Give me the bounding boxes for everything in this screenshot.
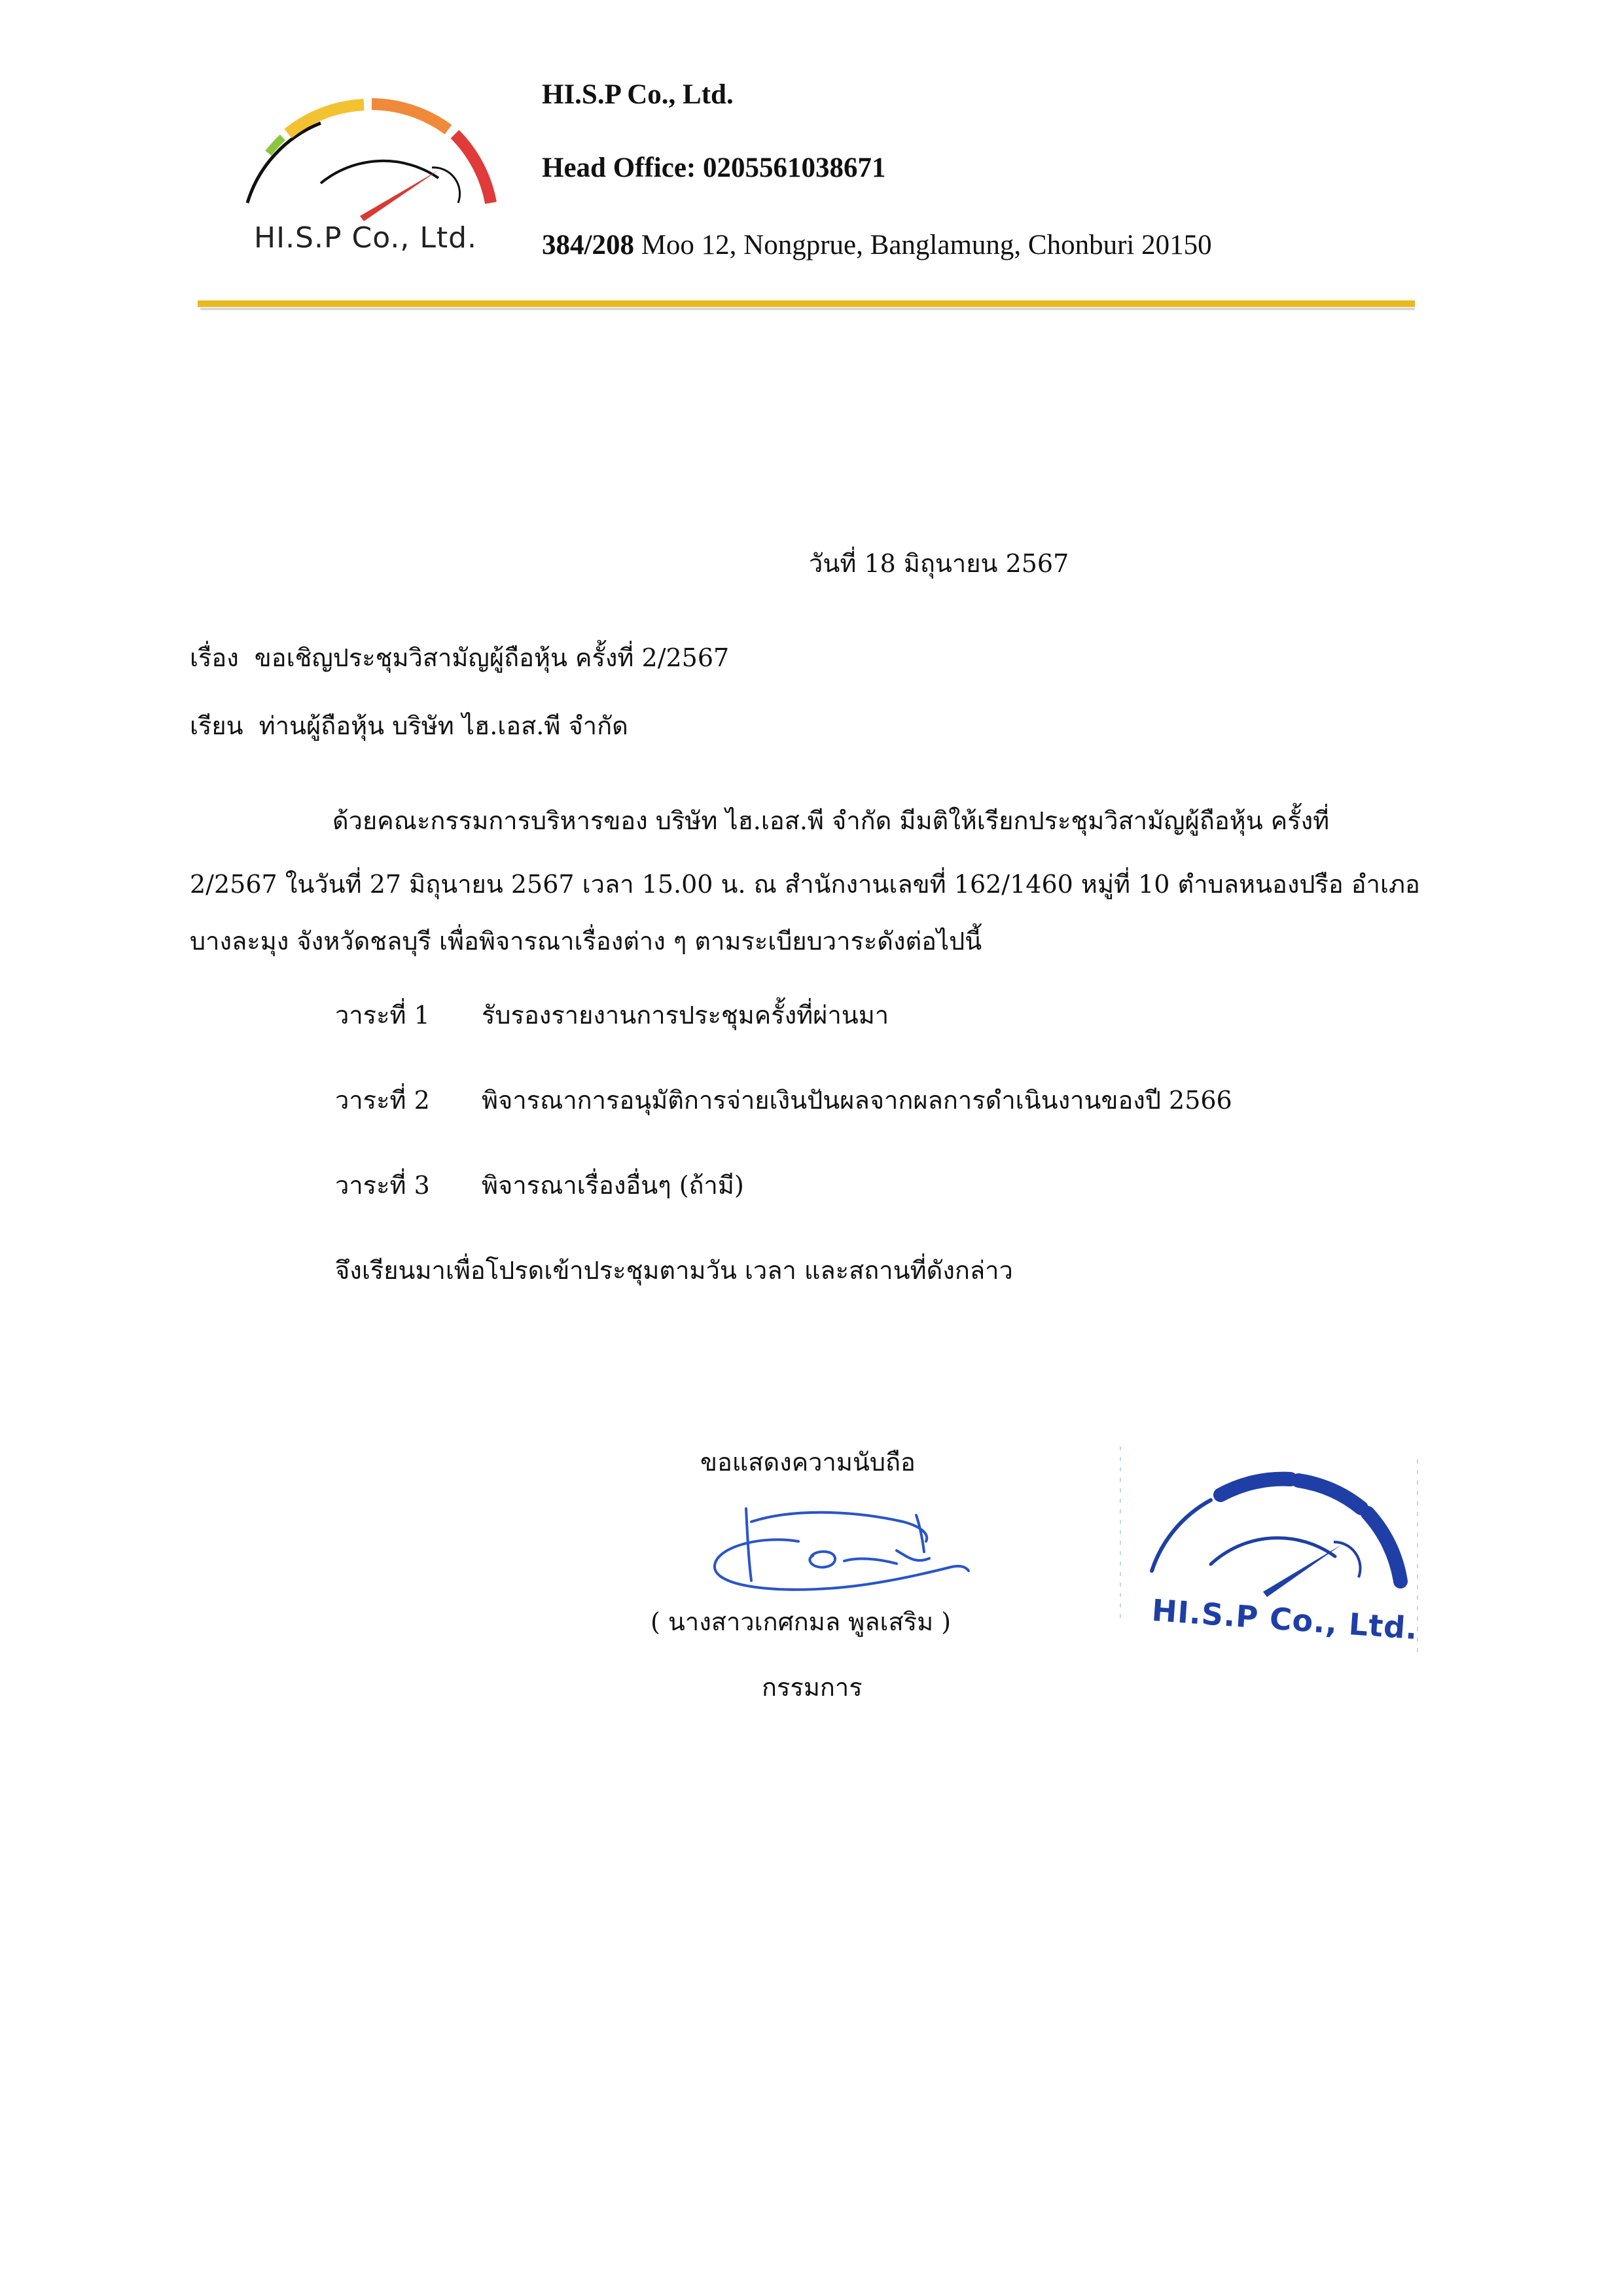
letterhead-divider: [198, 300, 1415, 307]
logo-wordmark: HI.S.P Co., Ltd.: [254, 221, 477, 255]
agenda-item-3-number: วาระที่ 3: [335, 1171, 430, 1200]
agenda-item-1-text: รับรองรายงานการประชุมครั้งที่ผ่านมา: [482, 1001, 889, 1030]
stamp-wordmark: HI.S.P Co., Ltd.: [1150, 1592, 1419, 1647]
address-rest: Moo 12, Nongprue, Banglamung, Chonburi 20150: [641, 230, 1212, 260]
letterhead-divider-shadow: [200, 308, 1415, 310]
head-office-label: Head Office:: [542, 152, 696, 183]
company-name: HI.S.P Co., Ltd.: [542, 79, 734, 110]
letter-subject: [190, 637, 729, 677]
body-paragraph-line-2: 2/2567 ในวันที่ 27 มิถุนายน 2567 เวลา 15.00 น. ณ สำนักงานเลขที่ 162/1460 หมู่ที่ 10 ตำบลหนองปรือ อำเภอ: [190, 870, 1420, 899]
signer-name: ( นางสาวเกศกมล พูลเสริม ): [651, 1607, 952, 1636]
company-address: [542, 229, 1212, 261]
salutation-label: เรียน: [190, 711, 243, 740]
signer-title: กรรมการ: [762, 1673, 863, 1702]
agenda-item-3-text: พิจารณาเรื่องอื่นๆ (ถ้ามี): [482, 1171, 744, 1200]
company-logo-gauge-icon: [242, 85, 504, 236]
body-paragraph-line-3: บางละมุง จังหวัดชลบุรี เพื่อพิจารณาเรื่องต่าง ๆ ตามระเบียบวาระดังต่อไปนี้: [190, 927, 982, 956]
head-office-number: 0205561038671: [702, 152, 886, 183]
address-number: 384/208: [542, 230, 634, 260]
body-paragraph-line-1: [190, 800, 1454, 840]
agenda-item-2-number: วาระที่ 2: [335, 1086, 430, 1115]
subject-text: ขอเชิญประชุมวิสามัญผู้ถือหุ้น ครั้งที่ 2/2567: [254, 643, 730, 672]
agenda-item-2-text: พิจารณาการอนุมัติการจ่ายเงินปันผลจากผลการดำเนินงานของปี 2566: [482, 1086, 1232, 1115]
body-paragraph-line-1-text: ด้วยคณะกรรมการบริหารของ บริษัท ไฮ.เอส.พี จำกัด มีมติให้เรียกประชุมวิสามัญผู้ถือหุ้น ครั้งที่: [332, 806, 1330, 835]
subject-label: เรื่อง: [190, 643, 239, 672]
handwritten-signature-icon: [700, 1496, 975, 1607]
regards-line: ขอแสดงความนับถือ: [700, 1448, 916, 1477]
head-office-line: [542, 152, 885, 184]
letter-date: วันที่ 18 มิถุนายน 2567: [809, 549, 1069, 578]
agenda-item-1-number: วาระที่ 1: [335, 1001, 430, 1030]
closing-sentence: จึงเรียนมาเพื่อโปรดเข้าประชุมตามวัน เวลา และสถานที่ดังกล่าว: [335, 1256, 1013, 1285]
letter-salutation: [190, 706, 628, 745]
salutation-text: ท่านผู้ถือหุ้น บริษัท ไฮ.เอส.พี จำกัด: [259, 711, 628, 740]
